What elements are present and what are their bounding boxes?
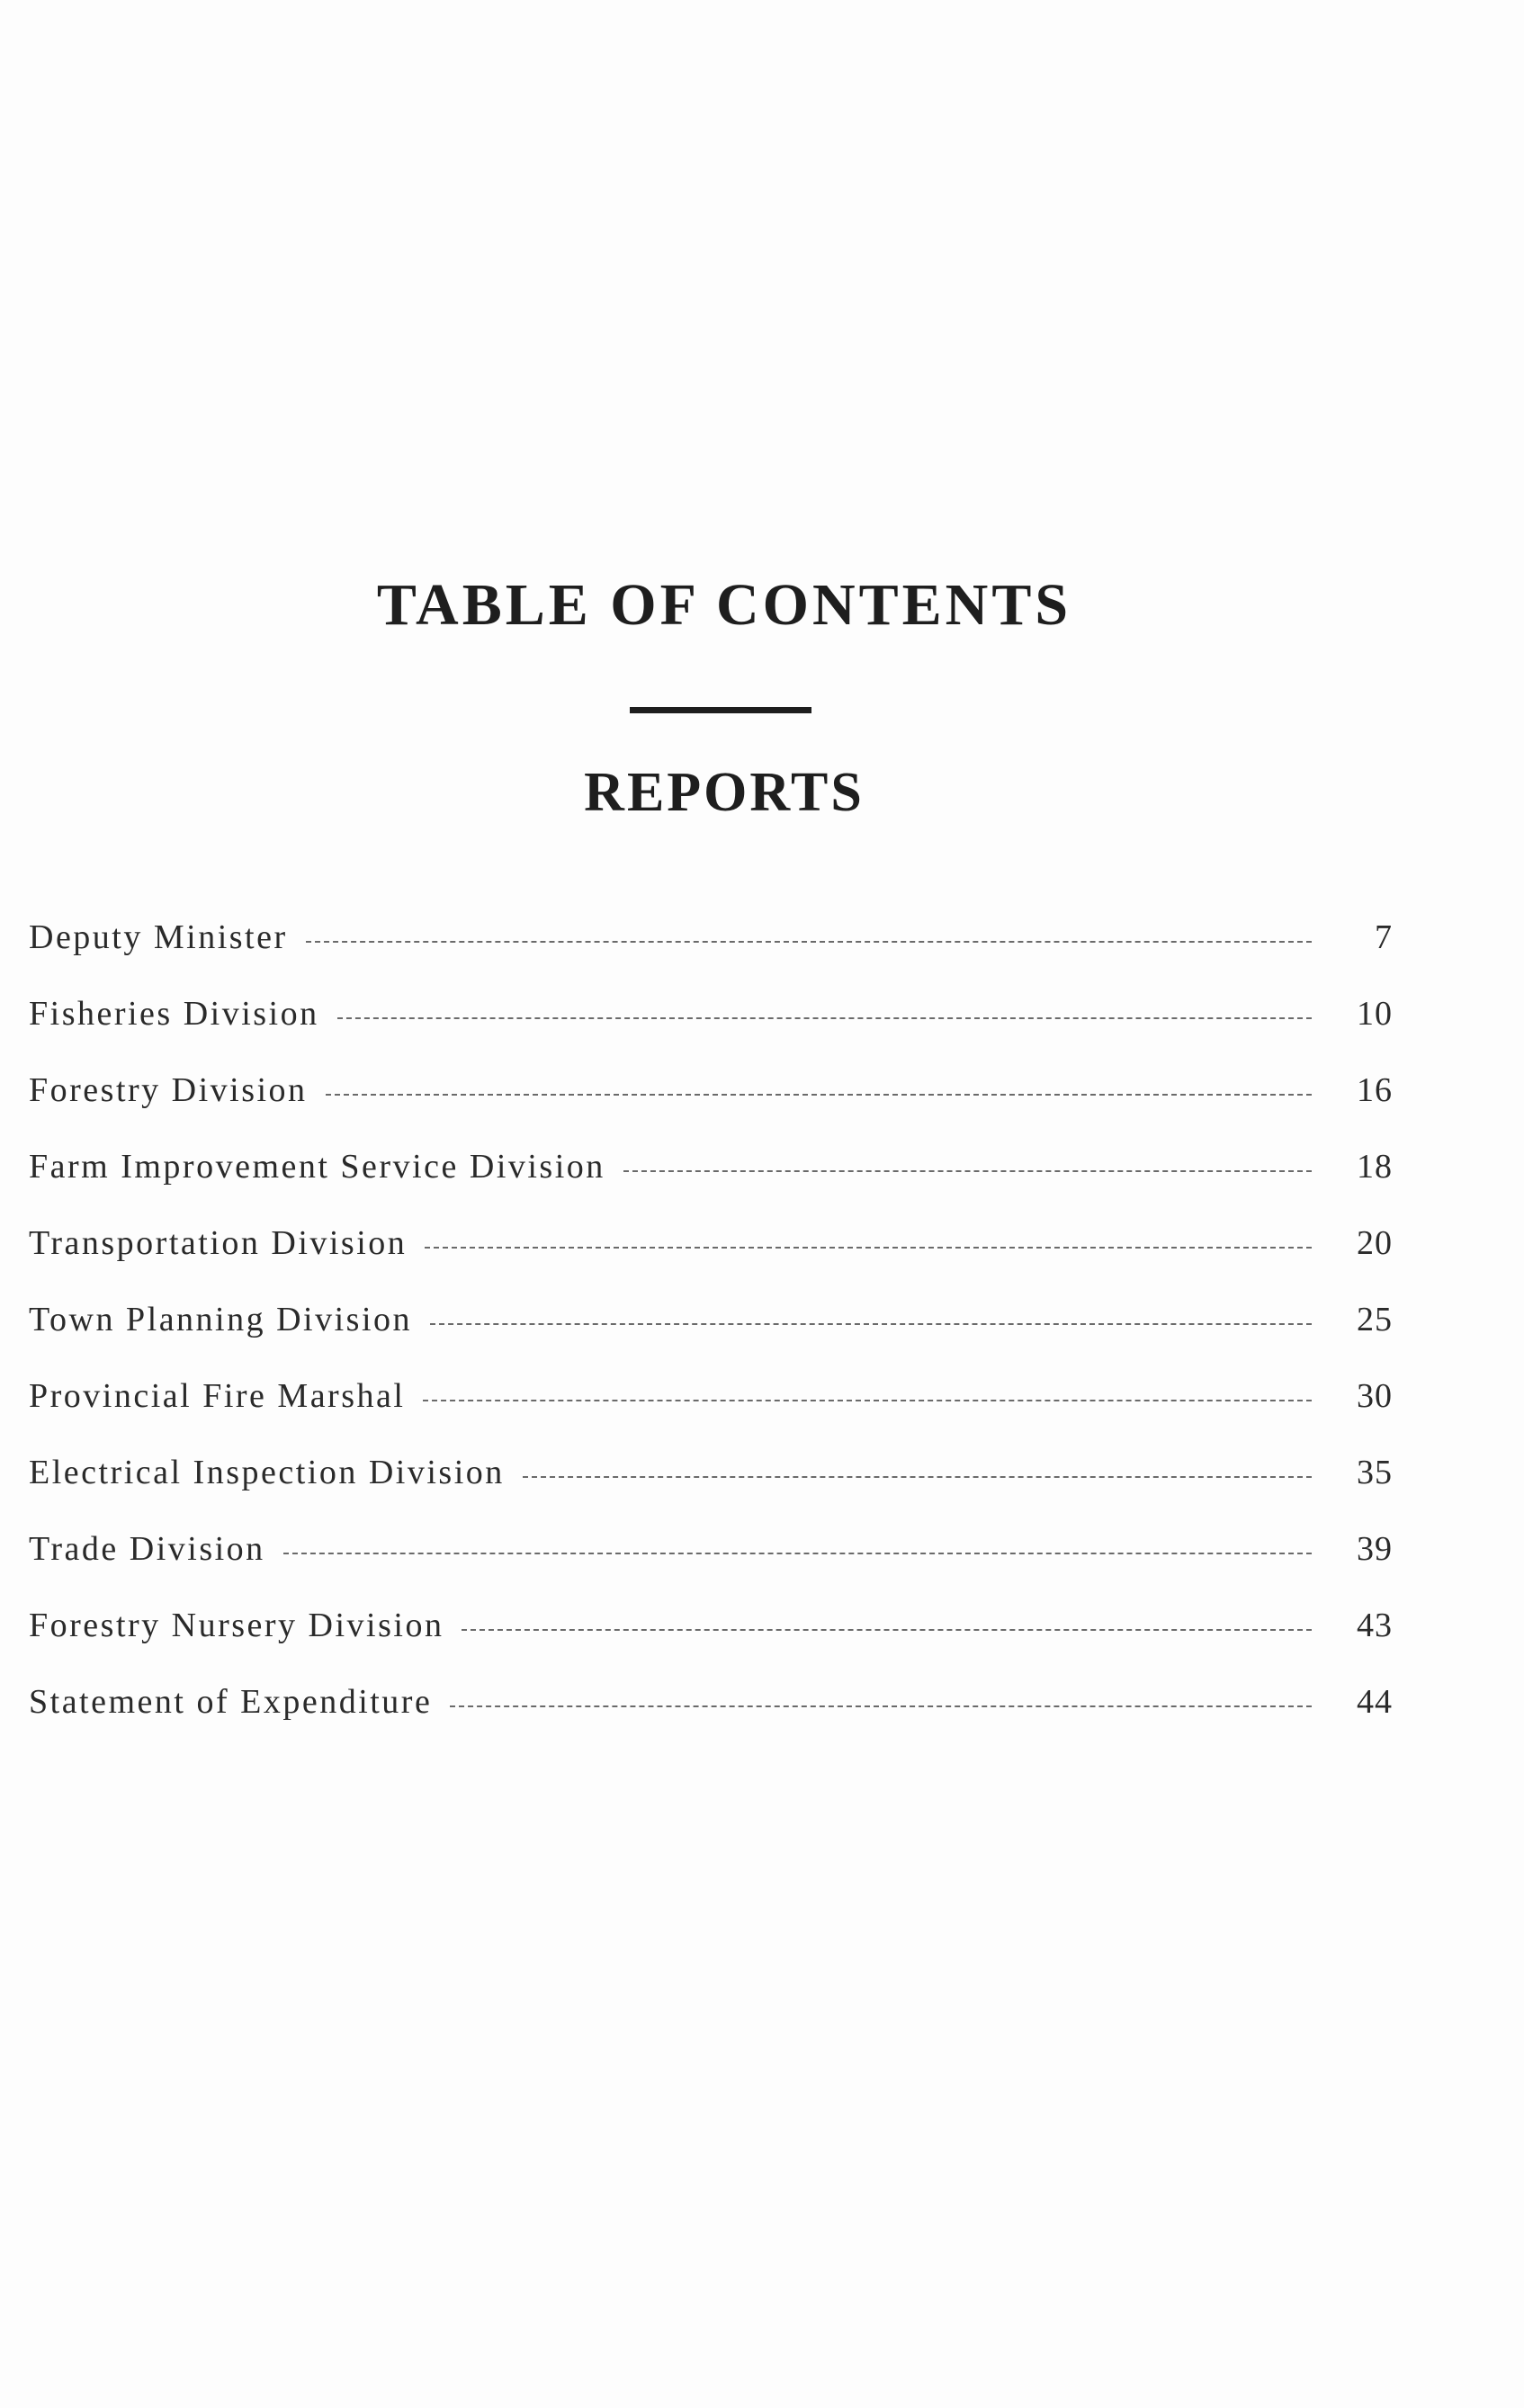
toc-entry: [29, 1682, 1393, 1759]
page-title: TABLE OF CONTENTS: [376, 572, 1072, 638]
toc-entry-title: Forestry Division: [29, 1071, 308, 1109]
toc-entry-title: Fisheries Division: [29, 995, 319, 1033]
dot-leader: [523, 1476, 1312, 1478]
toc-entry-title: Electrical Inspection Division: [29, 1454, 505, 1491]
toc-entry-page: 10: [1357, 995, 1393, 1033]
toc-entry-page: 16: [1357, 1071, 1393, 1109]
dot-leader: [425, 1247, 1312, 1249]
dot-leader: [283, 1553, 1312, 1554]
dot-leader: [430, 1323, 1312, 1325]
toc-entry-page: 30: [1357, 1377, 1393, 1415]
toc-entry: [29, 1606, 1393, 1682]
toc-entry-title: Trade Division: [29, 1530, 265, 1568]
toc-entry: [29, 1376, 1393, 1453]
dot-leader: [450, 1705, 1312, 1707]
toc-entry-page: 20: [1357, 1224, 1393, 1262]
toc-entry: [29, 1070, 1393, 1147]
dot-leader: [306, 941, 1312, 943]
dot-leader: [337, 1017, 1312, 1019]
toc-entry-title: Farm Improvement Service Division: [29, 1148, 605, 1186]
toc-entry-title: Statement of Expenditure: [29, 1683, 433, 1721]
toc-entry-page: 44: [1357, 1683, 1393, 1721]
toc-entry: [29, 1223, 1393, 1300]
dot-leader: [462, 1629, 1312, 1631]
table-of-contents: [29, 918, 1393, 1759]
dot-leader: [423, 1400, 1312, 1401]
toc-entry-page: 43: [1357, 1607, 1393, 1644]
toc-entry-title: Forestry Nursery Division: [29, 1607, 444, 1644]
dot-leader: [623, 1170, 1312, 1172]
toc-entry-title: Town Planning Division: [29, 1301, 413, 1338]
toc-entry-page: 7: [1375, 918, 1393, 956]
toc-entry: [29, 1300, 1393, 1376]
toc-entry: [29, 1529, 1393, 1606]
toc-entry-title: Provincial Fire Marshal: [29, 1377, 406, 1415]
toc-entry-title: Deputy Minister: [29, 918, 288, 956]
toc-entry: [29, 994, 1393, 1070]
toc-entry-page: 18: [1357, 1148, 1393, 1186]
title-divider: [630, 707, 811, 713]
toc-entry-page: 39: [1357, 1530, 1393, 1568]
toc-entry: [29, 918, 1393, 994]
toc-entry: [29, 1453, 1393, 1529]
dot-leader: [326, 1094, 1312, 1096]
toc-entry-title: Transportation Division: [29, 1224, 408, 1262]
toc-entry-page: 25: [1357, 1301, 1393, 1338]
toc-entry: [29, 1147, 1393, 1223]
section-subtitle: REPORTS: [584, 762, 865, 823]
toc-entry-page: 35: [1357, 1454, 1393, 1491]
